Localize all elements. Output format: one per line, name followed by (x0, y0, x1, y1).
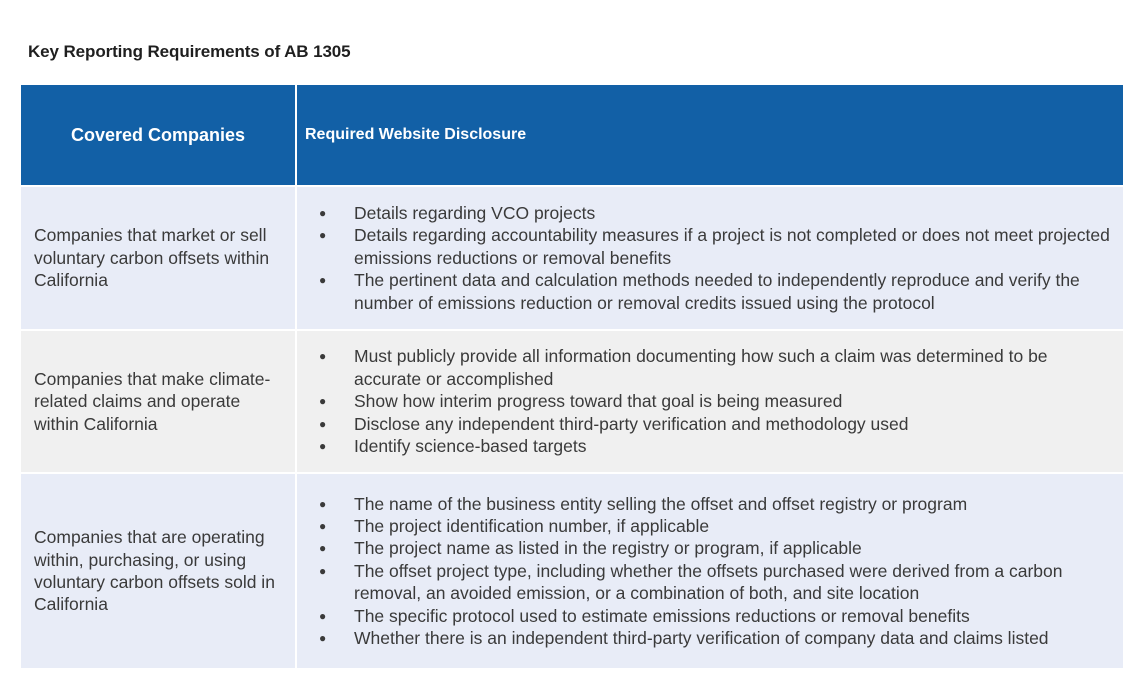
disclosure-item: ● Show how interim progress toward that goal is being measured (319, 390, 1113, 412)
disclosure-item: ● The name of the business entity selling the offset and offset registry or program (319, 493, 1113, 515)
disclosure-list (319, 202, 1113, 314)
disclosure-item: ● Whether there is an independent third-party verification of company data and claims listed (319, 627, 1113, 649)
company-cell: Companies that make climate-related claims and operate within California (20, 330, 296, 473)
disclosure-item: ● The project identification number, if applicable (319, 515, 1113, 537)
disclosure-cell (296, 473, 1124, 669)
company-cell: Companies that are operating within, purchasing, or using voluntary carbon offsets sold in California (20, 473, 296, 669)
table-row (20, 473, 1124, 669)
table-header-row (20, 84, 1124, 186)
page-title: Key Reporting Requirements of AB 1305 (28, 42, 351, 61)
requirements-table (19, 83, 1125, 670)
disclosure-item: ● Must publicly provide all information documenting how such a claim was determined to be accurate or accomplished (319, 345, 1113, 390)
disclosure-item: ● The project name as listed in the registry or program, if applicable (319, 537, 1113, 559)
table-row (20, 186, 1124, 330)
disclosure-list (319, 493, 1113, 650)
disclosure-item: ● Details regarding VCO projects (319, 202, 1113, 224)
disclosure-item: ● The pertinent data and calculation methods needed to independently reproduce and verify the number of emissions reduction or removal credits issued using the protocol (319, 269, 1113, 314)
disclosure-cell (296, 330, 1124, 473)
disclosure-list (319, 345, 1113, 457)
header-covered-companies: Covered Companies (20, 84, 296, 186)
disclosure-item: ● Details regarding accountability measures if a project is not completed or does not meet projected emissions reductions or removal benefits (319, 224, 1113, 269)
table-row (20, 330, 1124, 473)
disclosure-item: ● Disclose any independent third-party verification and methodology used (319, 413, 1113, 435)
company-cell: Companies that market or sell voluntary carbon offsets within California (20, 186, 296, 330)
disclosure-item: ● The offset project type, including whether the offsets purchased were derived from a carbon removal, an avoided emission, or a combination of both, and site location (319, 560, 1113, 605)
disclosure-cell (296, 186, 1124, 330)
disclosure-item: ● Identify science-based targets (319, 435, 1113, 457)
disclosure-item: ● The specific protocol used to estimate emissions reductions or removal benefits (319, 605, 1113, 627)
header-required-disclosure: Required Website Disclosure (296, 84, 1124, 186)
